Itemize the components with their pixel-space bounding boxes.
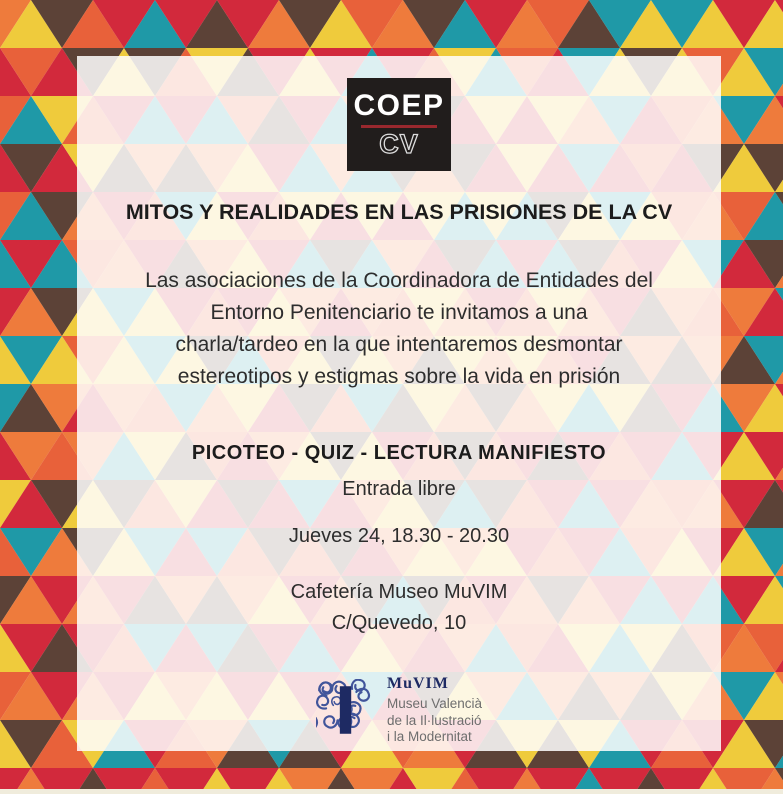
entry-line: Entrada libre [342,478,456,500]
address-line: C/Quevedo, 10 [331,612,467,634]
intro-line: Las asociaciones de la Coordinadora de Entidades del [145,269,653,292]
coep-logo-underline [361,125,437,128]
intro-line: Entorno Penitenciario te invitamos a una [210,301,588,324]
schedule-line: Jueves 24, 18.30 - 20.30 [288,525,510,547]
coep-logo-text: COEP [353,89,445,122]
muvim-name: MuVIM [386,675,449,692]
muvim-org-line: de la Il·lustració [386,712,482,728]
muvim-logo-block [316,675,482,746]
muvim-org-line: i la Modernitat [386,729,472,744]
muvim-org-line: Museu Valencià [386,696,483,711]
intro-line: charla/tardeo en la que intentaremos desmontar [175,333,623,356]
venue-line: Cafetería Museo MuVIM [290,581,508,603]
poster-title: MITOS Y REALIDADES EN LAS PRISIONES DE LA CV [125,200,673,224]
muvim-ornament-icon [316,679,374,741]
content-panel [77,56,721,751]
coep-cv-logo [347,78,451,171]
coep-logo-cv-text: CV [379,129,419,159]
intro-paragraph [145,265,653,393]
activities-line: PICOTEO - QUIZ - LECTURA MANIFIESTO [191,442,607,464]
intro-line: estereotipos y estigmas sobre la vida en prisión [177,365,621,388]
muvim-text-block [387,675,482,746]
